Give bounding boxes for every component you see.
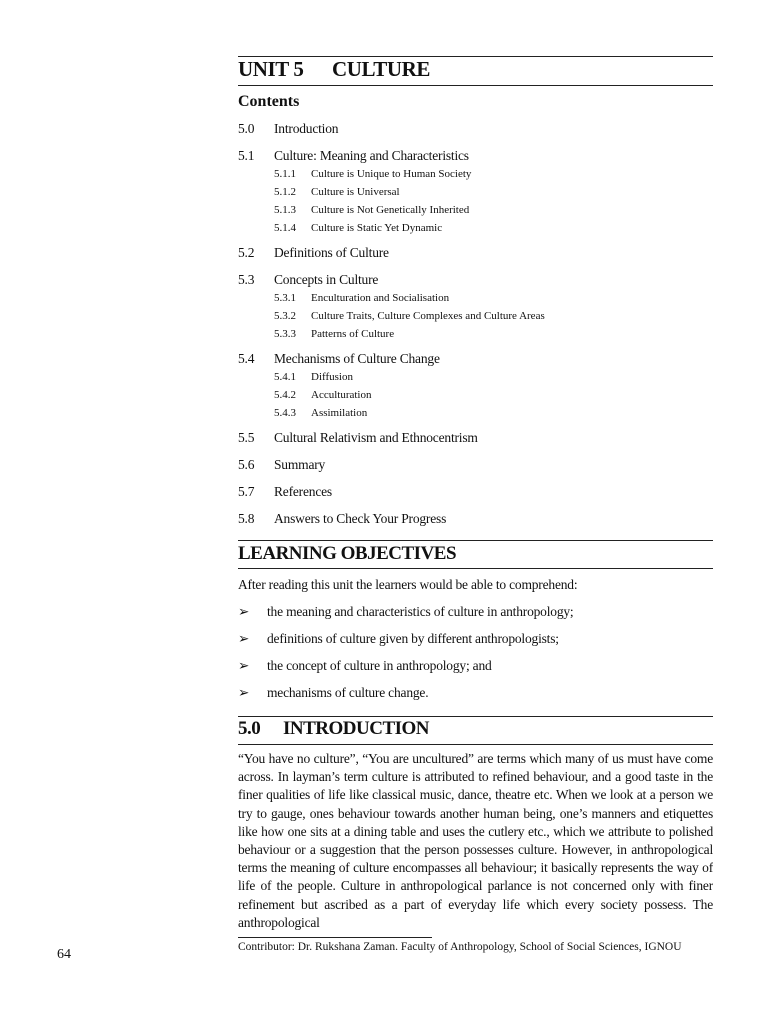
toc-label: Acculturation — [311, 389, 372, 401]
objective-item — [238, 655, 713, 682]
toc-label: Answers to Check Your Progress — [274, 511, 447, 526]
toc-entry — [238, 120, 713, 138]
arrow-bullet-icon: ➢ — [238, 685, 250, 700]
toc-number: 5.1.1 — [274, 168, 296, 180]
toc-entry — [238, 244, 713, 262]
toc-label: Culture Traits, Culture Complexes and Culture Areas — [311, 310, 545, 322]
toc-label: Culture: Meaning and Characteristics — [274, 148, 469, 163]
introduction-number: 5.0 — [238, 718, 261, 739]
toc-number: 5.1.4 — [274, 222, 296, 234]
toc-label: Culture is Static Yet Dynamic — [311, 222, 443, 234]
toc-label: Assimilation — [311, 407, 368, 419]
unit-heading — [238, 57, 713, 82]
toc-label: Culture is Universal — [311, 186, 400, 198]
arrow-bullet-icon: ➢ — [238, 604, 250, 619]
toc-label: Culture is Unique to Human Society — [311, 168, 472, 180]
toc-label: Enculturation and Socialisation — [311, 292, 450, 304]
objective-text: the meaning and characteristics of culture in anthropology; — [267, 604, 574, 619]
page-number: 64 — [57, 947, 71, 962]
toc-number: 5.4.1 — [274, 371, 296, 383]
objectives-heading: LEARNING OBJECTIVES — [238, 543, 457, 564]
toc-label: Summary — [274, 457, 326, 472]
toc-subentry — [238, 165, 713, 183]
objectives-top-rule — [238, 540, 713, 541]
objective-text: mechanisms of culture change. — [267, 685, 429, 700]
introduction-top-rule — [238, 716, 713, 717]
toc-label: Introduction — [274, 121, 339, 136]
toc-subentry — [238, 183, 713, 201]
objectives-intro: After reading this unit the learners would be able to comprehend: — [238, 577, 578, 592]
objective-item — [238, 682, 713, 709]
toc-number: 5.4 — [238, 351, 255, 366]
unit-number: UNIT 5 — [238, 57, 304, 81]
toc-number: 5.3.2 — [274, 310, 296, 322]
toc-label: Cultural Relativism and Ethnocentrism — [274, 430, 478, 445]
toc-entry — [238, 510, 713, 528]
toc-number: 5.3.1 — [274, 292, 296, 304]
arrow-bullet-icon: ➢ — [238, 631, 250, 646]
contributor-footnote: Contributor: Dr. Rukshana Zaman. Faculty of Anthropology, School of Social Sciences, IGNOU — [238, 941, 682, 953]
objectives-underline — [238, 568, 713, 569]
toc-number: 5.1.3 — [274, 204, 296, 216]
toc-subentry — [238, 404, 713, 422]
introduction-title: INTRODUCTION — [283, 718, 430, 739]
footnote-rule — [238, 937, 432, 938]
toc-label: Definitions of Culture — [274, 245, 389, 260]
toc-subentry — [238, 307, 713, 325]
toc-number: 5.1 — [238, 148, 255, 163]
toc-entry — [238, 350, 713, 368]
toc-number: 5.5 — [238, 430, 255, 445]
toc-entry — [238, 456, 713, 474]
toc-label: Mechanisms of Culture Change — [274, 351, 440, 366]
introduction-paragraph: “You have no culture”, “You are uncultured” are terms which many of us must have come across. In layman’s term culture is attributed to refined behaviour, and a good taste in the finer qualities of life like classical music, dance, theatre etc. When we look at a person we try to gauge, ones behaviour towards another human being, one’s manners and etiquettes like how one sits at a dining table and uses the cutlery etc., which we attribute to polished behaviour or a suggestion that the person possesses culture. However, in anthropological terms the meaning of culture encompasses all behaviour; it basically represents the way of life of the people. Culture in anthropological parlance is not concerned only with finer refinement but ascribed as a part of everyday life which every society possess. The anthropological — [238, 751, 713, 930]
unit-title: CULTURE — [332, 57, 430, 81]
toc-label: Concepts in Culture — [274, 272, 379, 287]
contents-title: Contents — [238, 93, 300, 110]
toc-label: Culture is Not Genetically Inherited — [311, 204, 470, 216]
toc-subentry — [238, 386, 713, 404]
toc-number: 5.1.2 — [274, 186, 296, 198]
toc-label: Diffusion — [311, 371, 353, 383]
objective-item — [238, 601, 713, 628]
toc-number: 5.0 — [238, 121, 255, 136]
introduction-heading — [238, 718, 713, 740]
toc-number: 5.3 — [238, 272, 255, 287]
toc-entry — [238, 483, 713, 501]
toc-number: 5.2 — [238, 245, 255, 260]
toc-entry — [238, 429, 713, 447]
toc-entry — [238, 147, 713, 165]
unit-heading-underline — [238, 85, 713, 86]
toc-label: References — [274, 484, 332, 499]
toc-number: 5.7 — [238, 484, 255, 499]
objective-item — [238, 628, 713, 655]
toc-entry — [238, 271, 713, 289]
toc-number: 5.6 — [238, 457, 255, 472]
toc-subentry — [238, 201, 713, 219]
toc-number: 5.8 — [238, 511, 255, 526]
toc-number: 5.4.2 — [274, 389, 296, 401]
introduction-underline — [238, 744, 713, 745]
objective-text: definitions of culture given by different anthropologists; — [267, 631, 559, 646]
toc-subentry — [238, 325, 713, 343]
toc-number: 5.3.3 — [274, 328, 296, 340]
toc-subentry — [238, 368, 713, 386]
toc-number: 5.4.3 — [274, 407, 296, 419]
objectives-list — [238, 601, 713, 709]
toc-subentry — [238, 219, 713, 237]
arrow-bullet-icon: ➢ — [238, 658, 250, 673]
table-of-contents — [238, 120, 713, 528]
objective-text: the concept of culture in anthropology; and — [267, 658, 492, 673]
toc-subentry — [238, 289, 713, 307]
toc-label: Patterns of Culture — [311, 328, 395, 340]
